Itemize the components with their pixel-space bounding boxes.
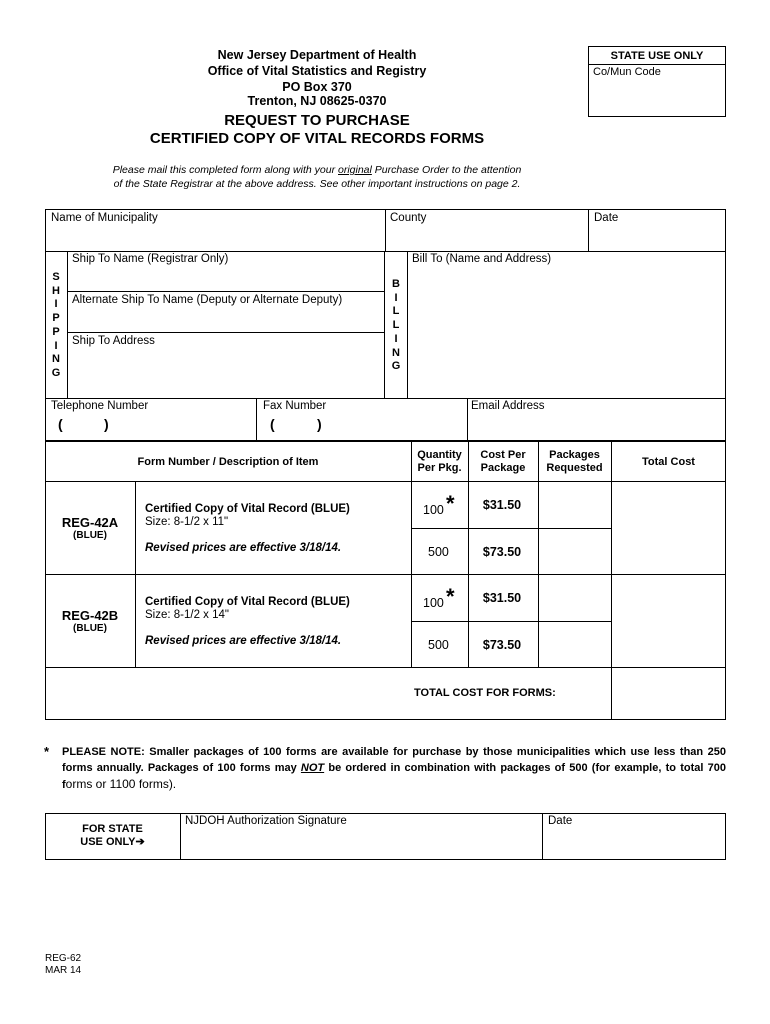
fax-area-close: )	[317, 416, 322, 432]
shipping-letter: I	[54, 339, 58, 352]
state-use-only-box	[588, 46, 726, 117]
fax-area-open: (	[270, 416, 275, 432]
state-use-only-title: STATE USE ONLY	[610, 50, 704, 62]
billing-letter: L	[392, 319, 400, 332]
city-state-zip: Trenton, NJ 08625-0370	[247, 94, 387, 108]
fax-field[interactable]: Fax Number	[263, 400, 327, 412]
form-code: REG-62	[45, 953, 82, 964]
ship-to-address-field[interactable]: Ship To Address	[72, 335, 155, 347]
instructions: Please mail this completed form along with your original Purchase Order to the attention of the State Registrar at the above address. See other important instructions on page 2.	[112, 164, 522, 190]
county-field[interactable]: County	[390, 212, 427, 224]
billing-letter: B	[392, 278, 400, 290]
price-100: $31.50	[482, 498, 522, 512]
ship-to-name-field[interactable]: Ship To Name (Registrar Only)	[72, 253, 229, 265]
form-revision: MAR 14	[45, 965, 82, 976]
njdoh-signature-field[interactable]: NJDOH Authorization Signature	[185, 815, 347, 827]
table-row-form-color: (BLUE)	[73, 530, 107, 541]
phone-area-open: (	[58, 416, 63, 432]
alt-ship-to-name-field[interactable]: Alternate Ship To Name (Deputy or Alternate Deputy)	[72, 294, 343, 306]
shipping-letter: I	[54, 298, 58, 311]
billing-letter: N	[392, 346, 400, 359]
col-header-total: Total Cost	[642, 456, 695, 468]
shipping-vertical-label	[49, 271, 63, 381]
qty-100: 100	[423, 596, 444, 610]
table-row-size: Size: 8-1/2 x 11"	[145, 516, 229, 528]
email-field[interactable]: Email Address	[471, 400, 545, 412]
total-cost-input[interactable]	[613, 669, 725, 719]
billing-vertical-label	[389, 278, 403, 374]
qty-500: 500	[428, 545, 449, 559]
col-header-qty: Quantity Per Pkg.	[417, 449, 462, 474]
office-name: Office of Vital Statistics and Registry	[207, 64, 427, 78]
qty-100: 100	[423, 503, 444, 517]
table-row-form-number: REG-42B	[61, 608, 119, 623]
asterisk-mark: *	[446, 584, 455, 609]
col-header-cost: Cost Per Package	[480, 449, 526, 474]
arrow-right-icon: ➔	[135, 836, 145, 848]
table-row-price-note: Revised prices are effective 3/18/14.	[145, 635, 342, 647]
table-row-description: Certified Copy of Vital Record (BLUE)	[145, 596, 350, 608]
form-title-line-1: REQUEST TO PURCHASE	[224, 112, 410, 129]
shipping-letter: N	[52, 353, 60, 366]
municipality-field[interactable]: Name of Municipality	[51, 212, 158, 224]
billing-letter: G	[391, 360, 401, 373]
phone-area-close: )	[104, 416, 109, 432]
for-state-use-only-label: FOR STATE USE ONLY➔	[80, 823, 145, 848]
asterisk-mark: *	[446, 491, 455, 516]
form-title-line-2: CERTIFIED COPY OF VITAL RECORDS FORMS	[149, 130, 485, 147]
price-100: $31.50	[482, 591, 522, 605]
table-row-description: Certified Copy of Vital Record (BLUE)	[145, 503, 350, 515]
note-asterisk: *	[44, 744, 50, 759]
col-header-packages: Packages Requested	[546, 449, 603, 474]
billing-letter: I	[394, 332, 398, 345]
shipping-letter: G	[51, 366, 61, 379]
please-note: PLEASE NOTE: Smaller packages of 100 forms are available for purchase by those municipalities which use less than 250 forms annually. Packages of 100 forms may NOT be ordered in combination with packages of 500 (for example, to total 700 forms or 1100 forms).	[62, 746, 726, 791]
co-mun-code-label: Co/Mun Code	[593, 66, 661, 78]
billing-letter: L	[392, 305, 400, 318]
packages-requested-input[interactable]	[540, 576, 610, 620]
packages-requested-input[interactable]	[540, 623, 610, 666]
total-cost-label: TOTAL COST FOR FORMS:	[414, 687, 556, 699]
agency-name: New Jersey Department of Health	[217, 48, 417, 62]
price-500: $73.50	[482, 638, 522, 652]
table-row-price-note: Revised prices are effective 3/18/14.	[145, 542, 342, 554]
packages-requested-input[interactable]	[540, 483, 610, 527]
po-box: PO Box 370	[282, 80, 352, 94]
shipping-letter: P	[52, 325, 60, 338]
date-field[interactable]: Date	[594, 212, 619, 224]
signature-date-field[interactable]: Date	[548, 815, 573, 827]
packages-requested-input[interactable]	[540, 530, 610, 573]
col-header-item: Form Number / Description of Item	[137, 456, 319, 468]
billing-letter: I	[394, 291, 398, 304]
table-row-size: Size: 8-1/2 x 14"	[145, 609, 229, 621]
shipping-letter: P	[52, 312, 60, 325]
table-row-form-number: REG-42A	[61, 515, 119, 530]
shipping-letter: H	[52, 284, 60, 297]
telephone-field[interactable]: Telephone Number	[51, 400, 149, 412]
table-row-form-color: (BLUE)	[73, 623, 107, 634]
shipping-letter: S	[52, 271, 60, 283]
price-500: $73.50	[482, 545, 522, 559]
qty-500: 500	[428, 638, 449, 652]
bill-to-field[interactable]: Bill To (Name and Address)	[412, 253, 552, 265]
